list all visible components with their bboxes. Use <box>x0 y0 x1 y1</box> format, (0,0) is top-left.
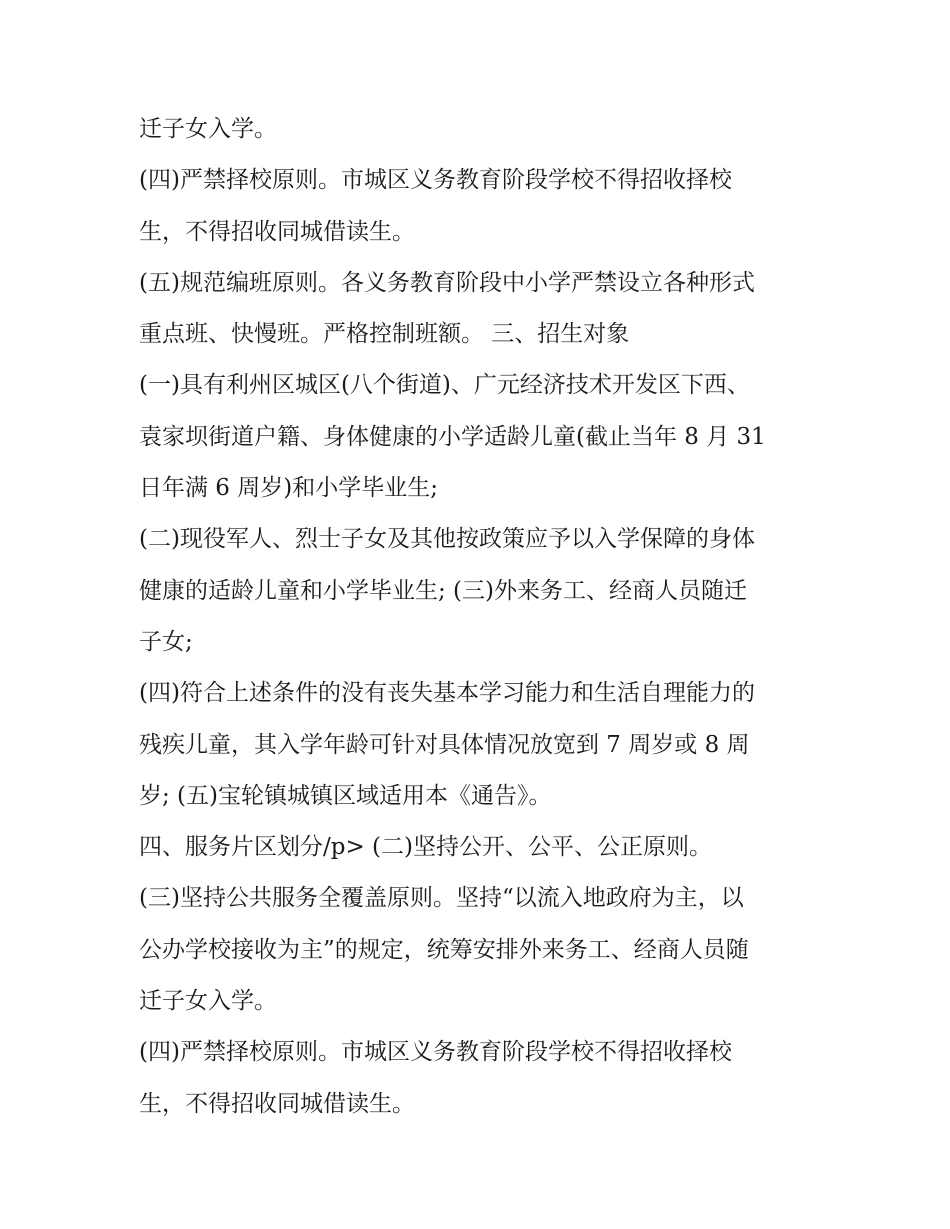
text-line: (一)具有利州区城区(八个街道)、广元经济技术开发区下西、 <box>139 372 750 399</box>
text-line: 四、服务片区划分/p> (二)坚持公开、公平、公正原则。 <box>139 834 713 861</box>
text-line: 重点班、快慢班。严格控制班额。 三、招生对象 <box>139 321 630 348</box>
text-line: 生，不得招收同城借读生。 <box>139 218 415 245</box>
text-line: (四)严禁择校原则。市城区义务教育阶段学校不得招收择校 <box>139 1039 732 1066</box>
text-line: 岁; (五)宝轮镇城镇区域适用本《通告》。 <box>139 782 552 809</box>
text-line: (三)坚持公共服务全覆盖原则。坚持“以流入地政府为主，以 <box>139 885 744 912</box>
text-line: 生，不得招收同城借读生。 <box>139 1090 415 1117</box>
text-line: (二)现役军人、烈士子女及其他按政策应予以入学保障的身体 <box>139 526 755 553</box>
text-line: (五)规范编班原则。各义务教育阶段中小学严禁设立各种形式 <box>139 269 755 296</box>
text-line: (四)符合上述条件的没有丧失基本学习能力和生活自理能力的 <box>139 680 755 707</box>
document-body <box>139 107 819 1133</box>
text-line: 袁家坝街道户籍、身体健康的小学适龄儿童(截止当年 8 月 31 <box>139 423 766 450</box>
text-line: 迁子女入学。 <box>139 116 277 142</box>
text-line: 子女; <box>139 628 193 655</box>
text-line: (四)严禁择校原则。市城区义务教育阶段学校不得招收择校 <box>139 167 732 194</box>
text-line: 残疾儿童，其入学年龄可针对具体情况放宽到 7 周岁或 8 周 <box>139 731 750 758</box>
text-line: 迁子女入学。 <box>139 988 277 1015</box>
text-line: 公办学校接收为主”的规定，统筹安排外来务工、经商人员随 <box>139 936 749 963</box>
text-line: 健康的适龄儿童和小学毕业生; (三)外来务工、经商人员随迁 <box>139 577 748 604</box>
text-line: 日年满 6 周岁)和小学毕业生; <box>139 475 438 502</box>
